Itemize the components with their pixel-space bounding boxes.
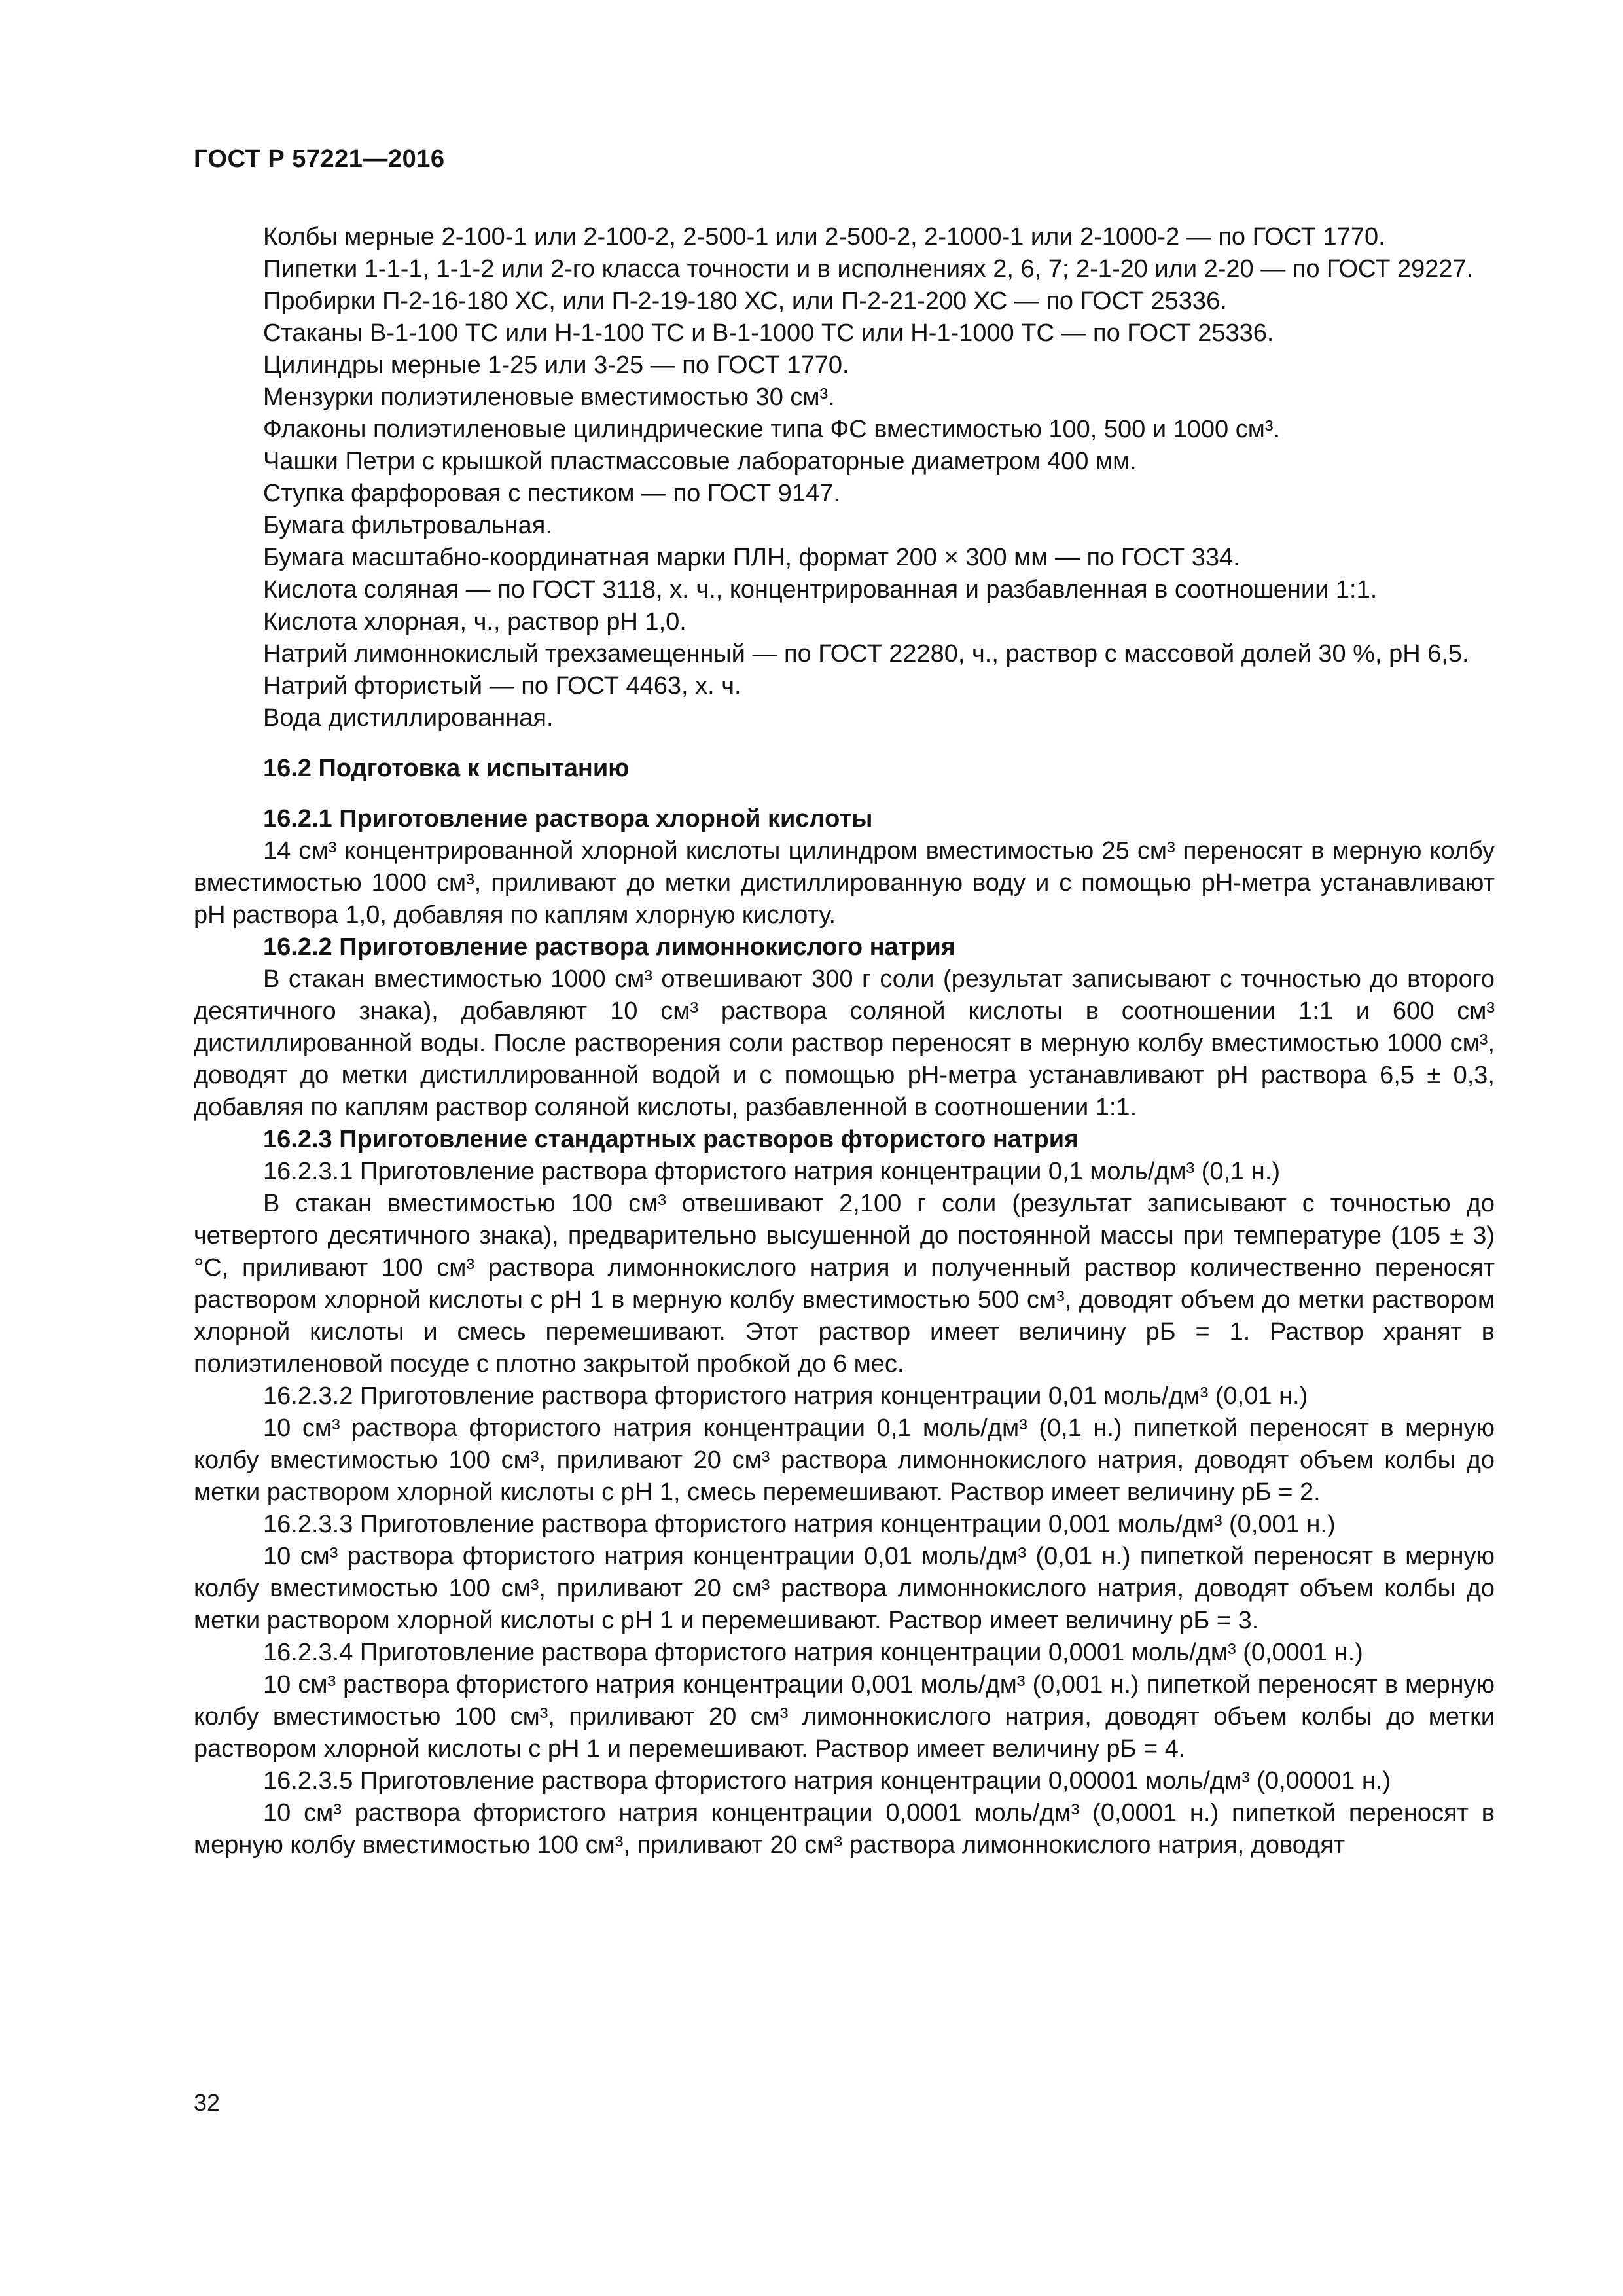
page-number: 32 xyxy=(194,2089,221,2116)
paragraph-16-2-3-5: 10 см³ раствора фтористого натрия концентрации 0,0001 моль/дм³ (0,0001 н.) пипеткой переносят в мерную колбу вместимостью 100 см³, приливают 20 см³ раствора лимоннокислого натрия, доводят xyxy=(194,1799,1495,1859)
subsection-heading-16-2-2: 16.2.2 Приготовление раствора лимоннокислого натрия xyxy=(263,933,956,961)
equipment-item: Цилиндры мерные 1-25 или 3-25 — по ГОСТ 1770. xyxy=(263,351,849,379)
section-heading-16-2: 16.2 Подготовка к испытанию xyxy=(263,755,630,782)
equipment-item: Натрий фтористый — по ГОСТ 4463, х. ч. xyxy=(263,672,741,700)
equipment-item: Колбы мерные 2-100-1 или 2-100-2, 2-500-1 или 2-500-2, 2-1000-1 или 2-1000-2 — по ГОСТ 1770. xyxy=(263,223,1385,251)
clause-heading-16-2-3-3: 16.2.3.3 Приготовление раствора фтористого натрия концентрации 0,001 моль/дм³ (0,001 н.) xyxy=(263,1511,1336,1538)
paragraph-16-2-3-3: 10 см³ раствора фтористого натрия концентрации 0,01 моль/дм³ (0,01 н.) пипеткой переносят в мерную колбу вместимостью 100 см³, приливают 20 см³ раствора лимоннокислого натрия, доводят объем колбы до метки раствором хлорной кислоты с pH 1 и перемешивают. Раствор имеет величину pБ = 3. xyxy=(194,1543,1495,1634)
clause-heading-16-2-3-2: 16.2.3.2 Приготовление раствора фтористого натрия концентрации 0,01 моль/дм³ (0,01 н.) xyxy=(263,1382,1308,1410)
equipment-item: Натрий лимоннокислый трехзамещенный — по ГОСТ 22280, ч., раствор с массовой долей 30 %, pH 6,5. xyxy=(263,640,1469,668)
clause-heading-16-2-3-4: 16.2.3.4 Приготовление раствора фтористого натрия концентрации 0,0001 моль/дм³ (0,0001 н.) xyxy=(263,1639,1363,1666)
equipment-item: Флаконы полиэтиленовые цилиндрические типа ФС вместимостью 100, 500 и 1000 см³. xyxy=(263,416,1281,443)
equipment-item: Бумага фильтровальная. xyxy=(263,512,552,539)
paragraph-16-2-2: В стакан вместимостью 1000 см³ отвешивают 300 г соли (результат записывают с точностью до второго десятичного знака), добавляют 10 см³ раствора соляной кислоты в соотношении 1:1 и 600 см³ дистиллированной воды. После растворения соли раствор переносят в мерную колбу вместимостью 1000 см³, доводят до метки дистиллированной водой и с помощью pH-метра устанавливают pH раствора 6,5 ± 0,3, добавляя по каплям раствор соляной кислоты, разбавленной в соотношении 1:1. xyxy=(194,965,1495,1121)
equipment-list xyxy=(194,221,1495,734)
paragraph-16-2-3-2: 10 см³ раствора фтористого натрия концентрации 0,1 моль/дм³ (0,1 н.) пипеткой переносят в мерную колбу вместимостью 100 см³, приливают 20 см³ раствора лимоннокислого натрия, доводят объем колбы до метки раствором хлорной кислоты с pH 1, смесь перемешивают. Раствор имеет величину pБ = 2. xyxy=(194,1414,1495,1506)
subsection-heading-16-2-3: 16.2.3 Приготовление стандартных растворов фтористого натрия xyxy=(263,1126,1079,1153)
paragraph-16-2-3-1: В стакан вместимостью 100 см³ отвешивают 2,100 г соли (результат записывают с точностью до четвертого десятичного знака), предварительно высушенной до постоянной массы при температуре (105 ± 3) °С, приливают 100 см³ раствора лимоннокислого натрия и полученный раствор количественно переносят раствором хлорной кислоты с pH 1 в мерную колбу вместимостью 500 см³, доводят объем до метки раствором хлорной кислоты и смесь перемешивают. Этот раствор имеет величину pБ = 1. Раствор хранят в полиэтиленовой посуде с плотно закрытой пробкой до 6 мес. xyxy=(194,1190,1495,1378)
document-body xyxy=(194,221,1495,1861)
clause-heading-16-2-3-5: 16.2.3.5 Приготовление раствора фтористого натрия концентрации 0,00001 моль/дм³ (0,00001 н.) xyxy=(263,1767,1391,1795)
paragraph-16-2-3-4: 10 см³ раствора фтористого натрия концентрации 0,001 моль/дм³ (0,001 н.) пипеткой переносят в мерную колбу вместимостью 100 см³, приливают 20 см³ лимоннокислого натрия, доводят объем колбы до метки раствором хлорной кислоты с pH 1 и перемешивают. Раствор имеет величину pБ = 4. xyxy=(194,1671,1495,1763)
equipment-item: Мензурки полиэтиленовые вместимостью 30 см³. xyxy=(263,384,835,411)
document-code-header: ГОСТ Р 57221—2016 xyxy=(194,145,445,173)
clause-heading-16-2-3-1: 16.2.3.1 Приготовление раствора фтористого натрия концентрации 0,1 моль/дм³ (0,1 н.) xyxy=(263,1158,1280,1185)
subsection-heading-16-2-1: 16.2.1 Приготовление раствора хлорной кислоты xyxy=(263,805,873,833)
equipment-item: Пипетки 1-1-1, 1-1-2 или 2-го класса точности и в исполнениях 2, 6, 7; 2-1-20 или 2-20 — по ГОСТ 29227. xyxy=(263,255,1474,283)
equipment-item: Вода дистиллированная. xyxy=(263,704,554,732)
equipment-item: Ступка фарфоровая с пестиком — по ГОСТ 9147. xyxy=(263,480,840,507)
equipment-item: Чашки Петри с крышкой пластмассовые лабораторные диаметром 400 мм. xyxy=(263,448,1137,475)
equipment-item: Пробирки П-2-16-180 ХС, или П-2-19-180 ХС, или П-2-21-200 ХС — по ГОСТ 25336. xyxy=(263,287,1227,315)
equipment-item: Кислота хлорная, ч., раствор pH 1,0. xyxy=(263,608,687,636)
equipment-item: Кислота соляная — по ГОСТ 3118, х. ч., концентрированная и разбавленная в соотношении 1:1. xyxy=(263,576,1378,603)
paragraph-16-2-1: 14 см³ концентрированной хлорной кислоты цилиндром вместимостью 25 см³ переносят в мерную колбу вместимостью 1000 см³, приливают до метки дистиллированную воду и с помощью pH-метра устанавливают pH раствора 1,0, добавляя по каплям хлорную кислоту. xyxy=(194,837,1495,929)
equipment-item: Стаканы В-1-100 ТС или Н-1-100 ТС и В-1-1000 ТС или Н-1-1000 ТС — по ГОСТ 25336. xyxy=(263,319,1274,347)
equipment-item: Бумага масштабно-координатная марки ПЛН, формат 200 × 300 мм — по ГОСТ 334. xyxy=(263,544,1240,571)
